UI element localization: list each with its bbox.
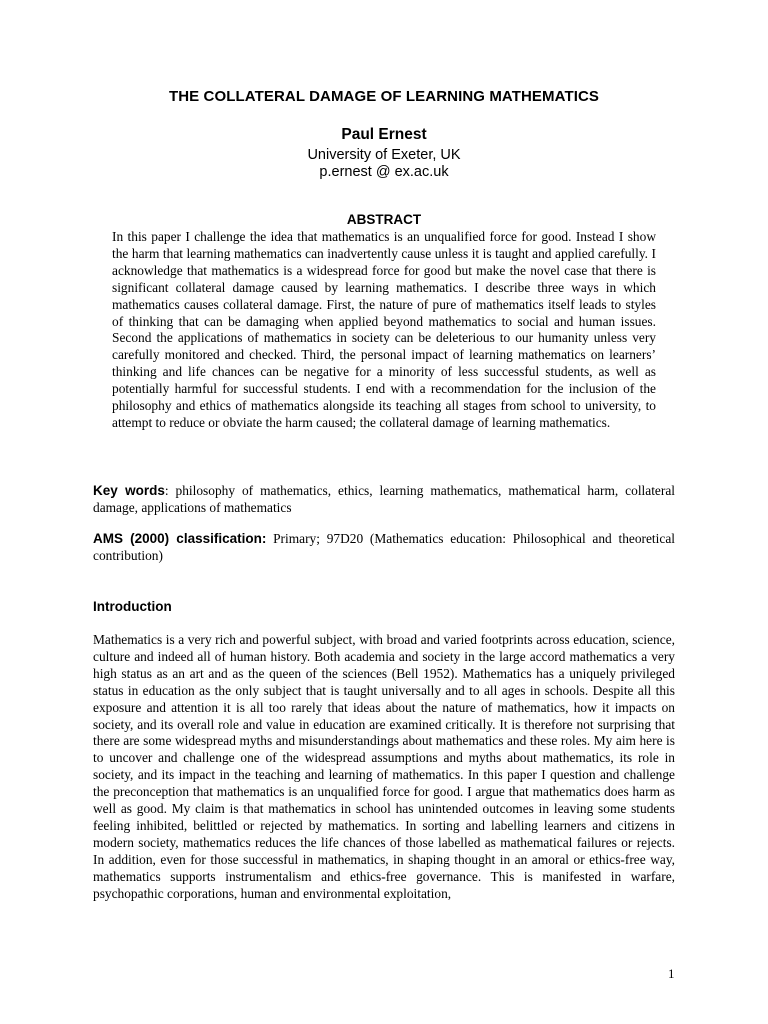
introduction-text: Mathematics is a very rich and powerful subject, with broad and varied footprints across education, science, culture and indeed all of human history. Both academia and society in the large accord mathematics a very high status as an art and as the queen of the sciences (Bell 1952). Mathematics has a uniquely privileged status in education as the only subject that is taught universally and to all ages in schools. Despite all this exposure and attention it is all too rarely that ideas about the nature of mathematics, how it impacts on society, and its overall role and value in education are examined critically. It is therefore not surprising that there are some widespread myths and misunderstandings about mathematics and these roles. My aim here is to uncover and challenge one of the widespread assumptions and myths about mathematics, its role in society, and its impact in the teaching and learning of mathematics. In this paper I question and challenge the preconception that mathematics is an unqualified force for good. I argue that mathematics does harm as well as good. My claim is that mathematics in school has unintended outcomes in leaving some students feeling inhibited, belittled or rejected by mathematics. In sorting and labelling learners and citizens in modern society, mathematics reduces the life chances of those labelled as mathematical failures or rejects. In addition, even for those successful in mathematics, in shaping thought in an amoral or ethics-free way, mathematics supports instrumentalism and ethics-free governance. This is manifested in warfare, psychopathic corporations, human and environmental exploitation,	[93, 632, 675, 901]
keywords-paragraph	[93, 483, 675, 517]
keywords-text: : philosophy of mathematics, ethics, learning mathematics, mathematical harm, collateral damage, applications of mathematics	[93, 483, 675, 515]
ams-label: AMS (2000) classification:	[93, 531, 267, 546]
paper-title: THE COLLATERAL DAMAGE OF LEARNING MATHEMATICS	[168, 88, 600, 105]
introduction-heading: Introduction	[93, 599, 172, 614]
author-affiliation: University of Exeter, UK	[307, 147, 461, 163]
author-affiliation-block	[0, 147, 768, 181]
keywords-label: Key words	[93, 483, 165, 498]
abstract-heading: ABSTRACT	[346, 212, 422, 227]
author-name: Paul Ernest	[341, 126, 427, 143]
abstract-text: In this paper I challenge the idea that mathematics is an unqualified force for good. Instead I show the harm that learning mathematics can inadvertently cause unless it is taught and applied carefully. I acknowledge that mathematics is a widespread force for good but make the novel case that there is significant collateral damage caused by learning mathematics. I describe three ways in which mathematics causes collateral damage. First, the nature of pure of mathematics itself leads to styles of thinking that can be damaging when applied beyond mathematics to social and human issues. Second the applications of mathematics in society can be deleterious to our humanity unless very carefully monitored and checked. Third, the personal impact of learning mathematics on learners’ thinking and life chances can be negative for a minority of less successful students, as well as potentially harmful for successful students. I end with a recommendation for the inclusion of the philosophy and ethics of mathematics alongside its teaching all stages from school to university, to attempt to reduce or obviate the harm caused; the collateral damage of learning mathematics.	[112, 229, 656, 430]
author-email: p.ernest @ ex.ac.uk	[319, 164, 449, 180]
ams-text: Primary; 97D20 (Mathematics education: Philosophical and theoretical contribution)	[93, 531, 675, 563]
page-number: 1	[668, 966, 675, 981]
ams-classification-paragraph	[93, 531, 675, 565]
